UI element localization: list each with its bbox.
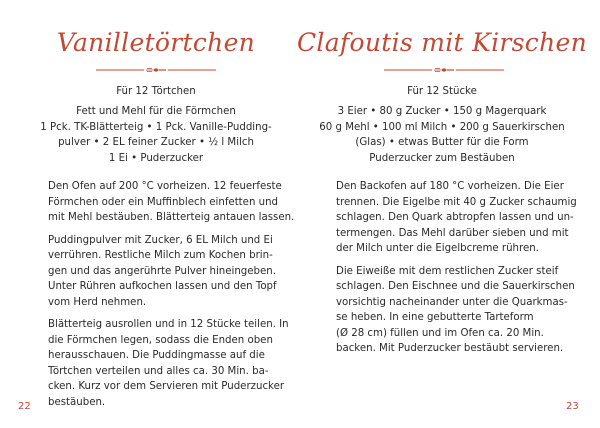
ingredient-line: pulver • 2 EL feiner Zucker • ½ l Milch (58, 137, 254, 148)
method-line: Blätterteig ausrollen und in 12 Stücke teilen. In (48, 319, 289, 330)
method-line: bestäuben. (48, 396, 106, 408)
method-paragraph (48, 179, 295, 226)
fork-knife-spoon-divider-icon (384, 63, 504, 77)
ingredient-line: 3 Eier • 80 g Zucker • 150 g Magerquark (337, 106, 547, 117)
method-line: verrühren. Restliche Milch zum Kochen brin- (48, 250, 273, 261)
method-line: trennen. Die Eigelbe mit 40 g Zucker schaumig (336, 196, 577, 208)
method-line: Törtchen verteilen und alles ca. 30 Min. ba- (48, 365, 269, 377)
method-line: der Milch unter die Eigelbcreme rühren. (336, 243, 539, 254)
page-number: 22 (18, 401, 31, 412)
method-line: schlagen. Den Eischnee und die Sauerkirschen (336, 281, 575, 292)
method-line: die Förmchen legen, sodass die Enden oben (48, 334, 273, 346)
method-line: se heben. In eine gebutterte Tarteform (336, 312, 534, 323)
ingredient-line: Puderzucker zum Bestäuben (369, 152, 515, 164)
ingredient-line: 60 g Mehl • 100 ml Milch • 200 g Sauerkirschen (319, 121, 565, 133)
method-paragraph (336, 179, 577, 257)
method-paragraph (336, 264, 575, 357)
method-line: Den Backofen auf 180 °C vorheizen. Die Eier (336, 181, 564, 192)
method-line: Förmchen oder ein Muffinblech einfetten und (48, 196, 279, 208)
ingredient-line: 1 Pck. TK-Blätterteig • 1 Pck. Vanille-Pudding- (40, 121, 272, 133)
method-line: Unter Rühren aufkochen lassen und den Topf (48, 281, 277, 292)
recipe-title: Clafoutis mit Kirschen (297, 28, 587, 57)
method-line: herausschauen. Die Puddingmasse auf die (48, 350, 265, 361)
method-line: Den Ofen auf 200 °C vorheizen. 12 feuerfeste (48, 181, 282, 192)
page-number: 23 (566, 401, 579, 412)
ingredient-list (292, 104, 592, 166)
servings: Für 12 Stücke (407, 86, 477, 97)
right-page (297, 0, 600, 428)
fork-knife-spoon-divider-icon (96, 63, 216, 77)
method-line: gen und das angerührte Pulver hineingeben. (48, 265, 276, 277)
method-line: (Ø 28 cm) füllen und im Ofen ca. 20 Min. (336, 327, 544, 339)
method-paragraph (48, 233, 280, 311)
method-text (48, 179, 295, 417)
method-text (336, 179, 577, 364)
ingredient-line: (Glas) • etwas Butter für die Form (355, 137, 529, 148)
method-line: Puddingpulver mit Zucker, 6 EL Milch und Ei (48, 234, 273, 246)
servings: Für 12 Törtchen (116, 86, 196, 97)
method-line: schlagen. Den Quark abtropfen lassen und un- (336, 212, 574, 223)
method-line: cken. Kurz vor dem Servieren mit Puderzucker (48, 381, 285, 392)
ingredient-list (6, 104, 306, 166)
method-line: termengen. Das Mehl darüber sieben und mit (336, 227, 569, 239)
method-paragraph (48, 317, 289, 410)
recipe-title: Vanilletörtchen (56, 28, 256, 57)
method-line: vom Herd nehmen. (48, 296, 147, 308)
ingredient-line: Fett und Mehl für die Förmchen (76, 106, 236, 117)
ingredient-line: 1 Ei • Puderzucker (108, 152, 204, 164)
method-line: backen. Mit Puderzucker bestäubt servieren. (336, 343, 564, 354)
method-line: mit Mehl bestäuben. Blätterteig antauen lassen. (48, 212, 295, 223)
method-line: vorsichtig nacheinander unter die Quarkmas- (336, 296, 568, 308)
method-line: Die Eiweiße mit dem restlichen Zucker steif (336, 265, 559, 277)
